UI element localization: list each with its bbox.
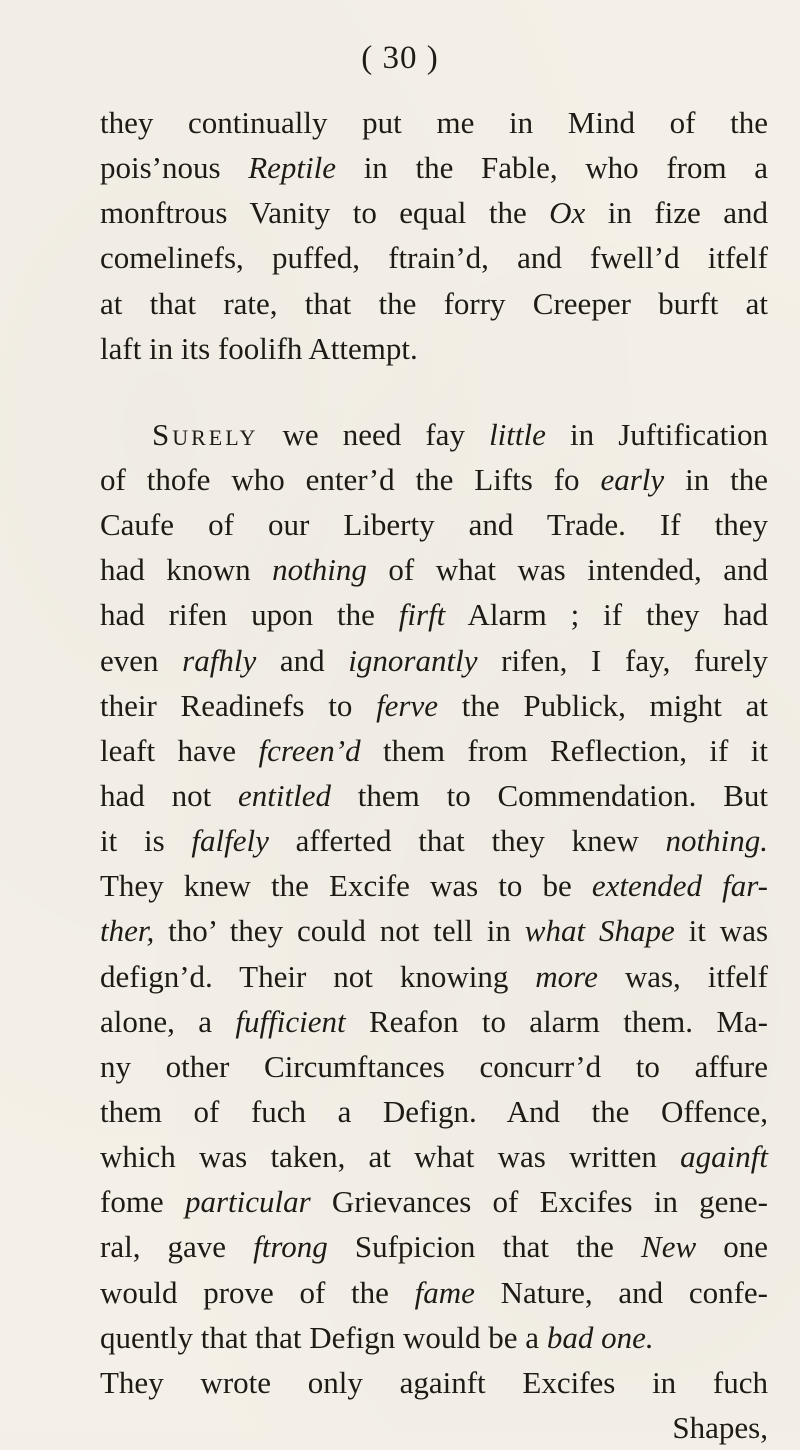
text-run: comelinefs, puffed, ftrain’d, and fwell’d itfelf (100, 240, 768, 276)
italic-text: Reptile (248, 150, 337, 186)
text-run: it is (100, 823, 192, 859)
text-run: the Publick, might at (438, 687, 768, 723)
text-run: them to Commendation. But (330, 777, 768, 813)
italic-text: ther, (100, 913, 155, 949)
text-run: Shapes, (672, 1409, 768, 1445)
italic-text: entitled (238, 777, 331, 813)
text-line (100, 326, 768, 371)
text-run: in the Fable, who from a (336, 150, 768, 186)
text-run: at that rate, that the forry Creeper burft at (100, 285, 768, 321)
text-run: Reafon to alarm them. Ma- (345, 1003, 768, 1039)
italic-text: what Shape (524, 913, 675, 949)
italic-text: extended far- (591, 868, 769, 904)
text-run: had not (100, 777, 238, 813)
text-run: of thofe who enter’d the Lifts fo (100, 461, 601, 497)
text-run: would prove of the (100, 1274, 415, 1310)
italic-text: nothing. (665, 823, 768, 859)
text-run: pois’nous (100, 150, 249, 186)
italic-text: New (641, 1229, 697, 1265)
text-run: them of fuch a Defign. And the Offence, (100, 1093, 768, 1129)
text-line (100, 638, 768, 683)
text-run: They knew the Excife was to be (100, 868, 592, 904)
text-line (100, 728, 768, 773)
text-line (100, 145, 768, 190)
text-line (100, 908, 768, 953)
body-text (100, 100, 768, 1450)
italic-text: firft (398, 597, 446, 633)
text-line (100, 1044, 768, 1089)
text-line (100, 547, 768, 592)
italic-text: againft (680, 1139, 768, 1175)
text-run: which was taken, at what was written (100, 1139, 681, 1175)
text-line (100, 1360, 768, 1405)
italic-text: rafhly (182, 642, 257, 678)
text-run: Sufpicion that the (327, 1229, 642, 1265)
italic-text: little (489, 416, 546, 452)
text-run: had rifen upon the (100, 597, 399, 633)
text-run: they continually put me in Mind of the (100, 105, 768, 140)
text-line (100, 1179, 768, 1224)
italic-text: fufficient (235, 1003, 346, 1039)
italic-text: falfely (191, 823, 269, 859)
text-run: their Readinefs to (100, 687, 377, 723)
text-line (100, 683, 768, 728)
italic-text: more (535, 958, 598, 994)
text-line (100, 457, 768, 502)
text-line (100, 592, 768, 637)
text-run: defign’d. Their not knowing (100, 958, 536, 994)
italic-text: ignorantly (348, 642, 478, 678)
text-run: was, itfelf (597, 958, 768, 994)
text-line (100, 863, 768, 908)
text-run: we need fay (258, 416, 490, 452)
text-line (100, 999, 768, 1044)
italic-text: Ox (549, 195, 586, 231)
text-line (100, 502, 768, 547)
text-run: rifen, I fay, furely (477, 642, 768, 678)
italic-text: nothing (272, 552, 367, 588)
text-run: had known (100, 552, 273, 588)
text-run: laft in its foolifh Attempt. (100, 330, 418, 366)
text-line (100, 412, 768, 457)
text-run: quently that that Defign would be a (100, 1319, 547, 1355)
text-line (100, 190, 768, 235)
italic-text: ftrong (253, 1229, 328, 1265)
italic-text: fame (414, 1274, 475, 1310)
text-run: one (696, 1229, 769, 1265)
italic-text: bad one. (546, 1319, 654, 1355)
text-line (100, 818, 768, 863)
text-line (100, 1224, 768, 1269)
text-run: ny other Circumftances concurr’d to affure (100, 1048, 768, 1084)
text-line (100, 1089, 768, 1134)
text-run: Grievances of Excifes in gene- (310, 1184, 768, 1220)
text-run: afferted that they knew (268, 823, 666, 859)
text-run: tho’ they could not tell in (154, 913, 525, 949)
text-run: They wrote only againft Excifes in fuch (100, 1364, 768, 1400)
page-number: ( 30 ) (361, 40, 439, 76)
text-run: leaft have (100, 732, 259, 768)
text-line (100, 281, 768, 326)
text-line (100, 1134, 768, 1179)
text-run: alone, a (100, 1003, 236, 1039)
paragraph-gap (100, 371, 768, 412)
text-line (100, 1405, 768, 1450)
text-run: and (256, 642, 349, 678)
text-run: even (100, 642, 183, 678)
text-run: in the (664, 461, 768, 497)
text-run: of what was intended, and (366, 552, 768, 588)
text-line (100, 1315, 768, 1360)
text-line (100, 1270, 768, 1315)
text-run: Alarm ; if they had (445, 597, 768, 633)
text-run: Nature, and confe- (474, 1274, 768, 1310)
italic-text: ferve (376, 687, 439, 723)
small-caps-text: Surely (152, 416, 259, 452)
text-line (100, 235, 768, 280)
italic-text: particular (184, 1184, 311, 1220)
text-line (100, 100, 768, 145)
italic-text: fcreen’d (258, 732, 361, 768)
text-run: monftrous Vanity to equal the (100, 195, 550, 231)
text-run: it was (674, 913, 769, 949)
text-run: ral, gave (100, 1229, 254, 1265)
text-run: in fize and (585, 195, 768, 231)
text-run: in Juftification (545, 416, 769, 452)
text-run: them from Reflection, if it (360, 732, 768, 768)
text-line (100, 773, 768, 818)
italic-text: early (600, 461, 665, 497)
text-run: Caufe of our Liberty and Trade. If they (100, 507, 768, 543)
text-line (100, 954, 768, 999)
text-run: fome (100, 1184, 185, 1220)
